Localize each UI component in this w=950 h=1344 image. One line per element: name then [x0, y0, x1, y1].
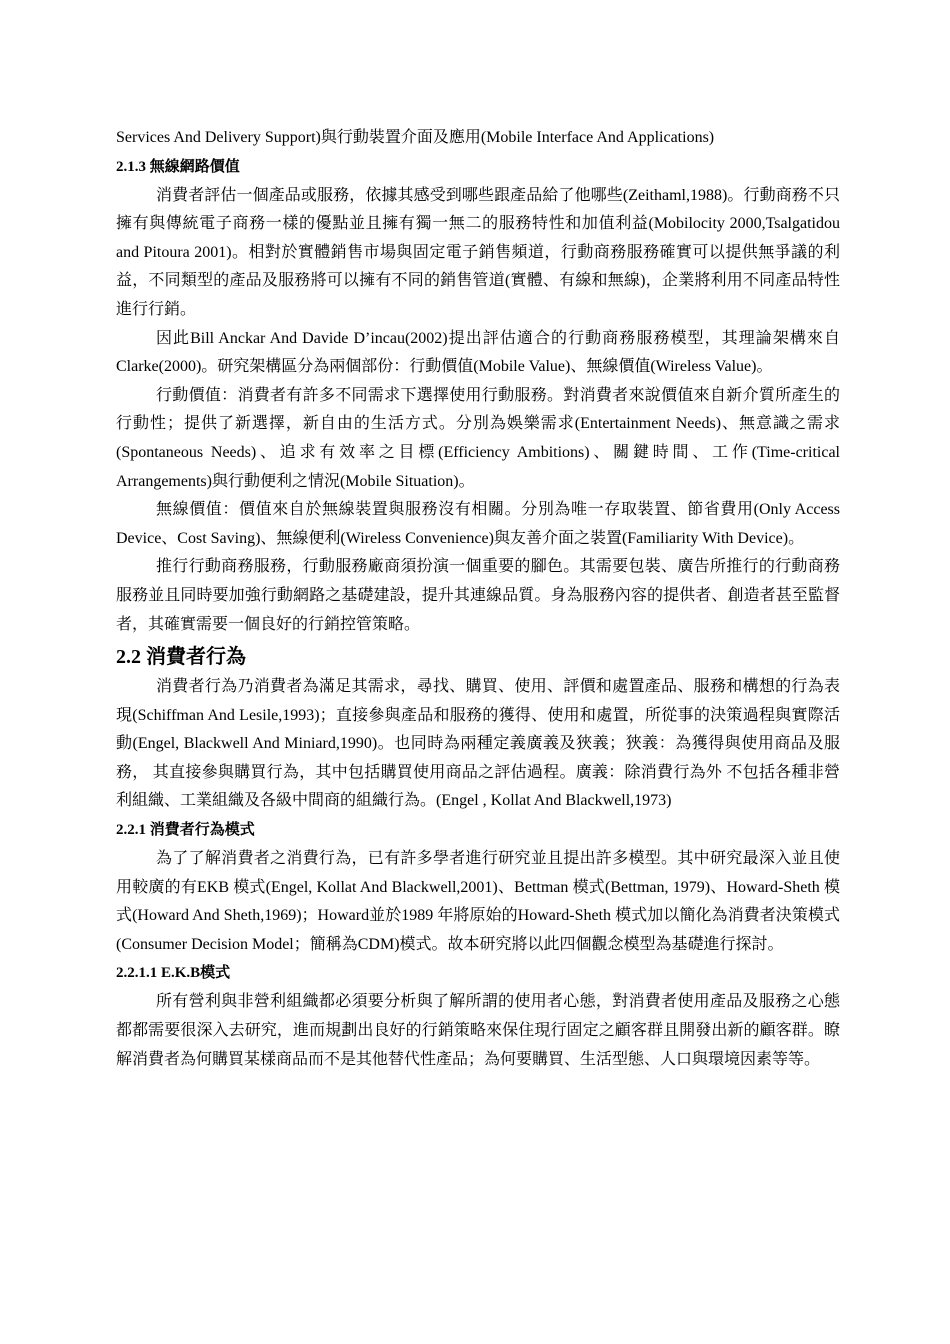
paragraph-anckar-model: 因此Bill Anckar And Davide D’incau(2002)提出評估適合的行動商務服務模型，其理論架構來自Clarke(2000)。研究架構區分為兩個部份：行動價值(Mobile Value)、無線價值(Wireless Value)。	[116, 329, 840, 376]
paragraph-ekb-model: 所有營利與非營利組織都必須要分析與了解所謂的使用者心態，對消費者使用產品及服務之心態都都需要很深入去研究，進而規劃出良好的行銷策略來保住現行固定之顧客群且開發出新的顧客群。瞭解消費者為何購買某樣商品而不是其他替代性產品；為何要購買、生活型態、人口與環境因素等等。	[116, 993, 840, 1068]
heading-2-2-1-1: 2.2.1.1 E.K.B模式	[116, 965, 231, 982]
document-page	[116, 124, 840, 1074]
paragraph-consumer-evaluation: 消費者評估一個產品或服務，依據其感受到哪些跟產品給了他哪些(Zeithaml,1988)。行動商務不只擁有與傳統電子商務一樣的優點並且擁有獨一無二的服務特性和加值利益(Mobilocity 2000,Tsalgatidou and Pitoura 2001)。相對於實體銷售市場與固定電子銷售頻道，行動商務服務確實可以提供無爭議的利益，不同類型的產品及服務將可以擁有不同的銷售管道(實體、有線和無線)，企業將利用不同產品特性進行行銷。	[116, 186, 840, 318]
heading-2-2: 2.2 消費者行為	[116, 646, 246, 669]
heading-2-2-1: 2.2.1 消費者行為模式	[116, 822, 255, 839]
paragraph-behavior-models: 為了了解消費者之消費行為，已有許多學者進行研究並且提出許多模型。其中研究最深入並且使用較廣的有EKB 模式(Engel, Kollat And Blackwell,2001)、Bettman 模式(Bettman, 1979)、Howard-Sheth 模式(Howard And Sheth,1969)；Howard並於1989 年將原始的Howard-Sheth 模式加以簡化為消費者決策模式(Consumer Decision Model；簡稱為CDM)模式。故本研究將以此四個觀念模型為基礎進行探討。	[116, 850, 840, 953]
paragraph-service-promotion: 推行行動商務服務，行動服務廠商須扮演一個重要的腳色。其需要包裝、廣告所推行的行動商務服務並且同時要加強行動網路之基礎建設，提升其連線品質。身為服務內容的提供者、創造者甚至監督者，其確實需要一個良好的行銷控管策略。	[116, 558, 840, 633]
paragraph-continuation: Services And Delivery Support)與行動裝置介面及應用(Mobile Interface And Applications)	[116, 129, 715, 146]
paragraph-wireless-value: 無線價值：價值來自於無線裝置與服務沒有相關。分別為唯一存取裝置、節省費用(Only Access Device、Cost Saving)、無線便利(Wireless Convenience)與友善介面之裝置(Familiarity With Device)。	[116, 501, 840, 547]
paragraph-consumer-behavior: 消費者行為乃消費者為滿足其需求，尋找、購買、使用、評價和處置產品、服務和構想的行為表現(Schiffman And Lesile,1993)；直接參與產品和服務的獲得、使用和處置，所從事的決策過程與實際活動(Engel, Blackwell And Miniard,1990)。也同時為兩種定義廣義及狹義；狹義：為獲得與使用商品及服務， 其直接參與購買行為，其中包括購買使用商品之評估過程。廣義：除消費行為外 不包括各種非營利組織、工業組織及各級中間商的組織行為。(Engel , Kollat And Blackwell,1973)	[116, 678, 840, 810]
paragraph-mobile-value: 行動價值：消費者有許多不同需求下選擇使用行動服務。對消費者來說價值來自新介質所產生的行動性；提供了新選擇，新自由的生活方式。分別為娛樂需求(Entertainment Needs)、無意識之需求(Spontaneous Needs)、追求有效率之目標(Efficiency Ambitions)、關鍵時間、工作(Time-critical Arrangements)與行動便利之情況(Mobile Situation)。	[116, 386, 840, 490]
heading-2-1-3: 2.1.3 無線網路價值	[116, 158, 240, 175]
